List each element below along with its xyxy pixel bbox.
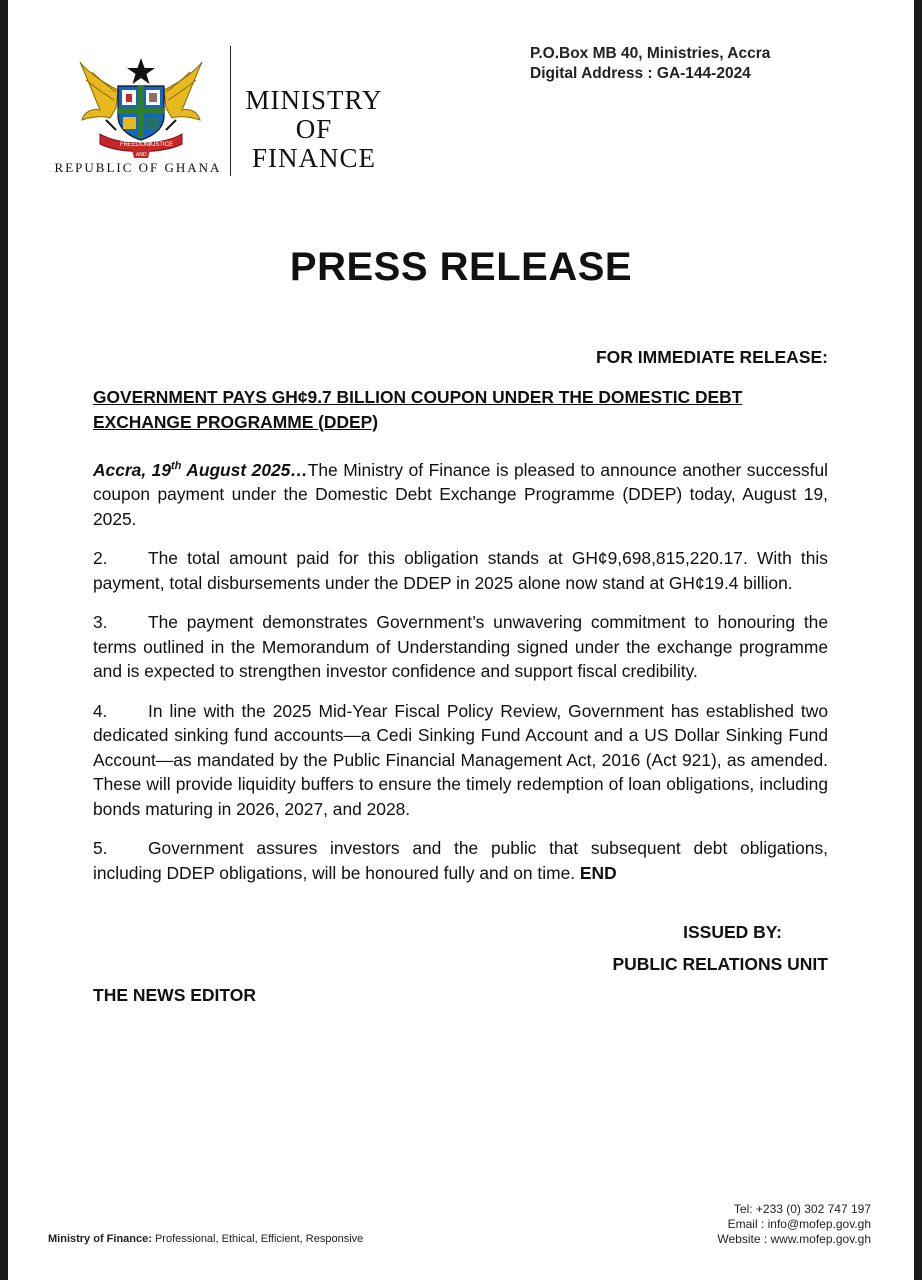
paragraph-3 <box>93 610 828 684</box>
paragraph-4 <box>93 699 828 822</box>
paragraph-1-text: The Ministry of Finance is pleased to announce another successful coupon payment under the Domestic Debt Exchange Programme (DDEP) today, August 19, 2025. <box>93 459 828 529</box>
press-release-page <box>8 0 914 1280</box>
paragraph-text: The payment demonstrates Government’s unwavering commitment to honouring the terms outlined in the Memorandum of Understanding signed under the exchange programme and is expected to strengthen investor confidence and support fiscal credibility. <box>93 612 828 682</box>
footer-values: Professional, Ethical, Efficient, Responsive <box>151 1233 364 1245</box>
footer-org: Ministry of Finance: <box>48 1233 152 1245</box>
phone-number: Tel: +233 (0) 302 747 197 <box>733 1202 871 1216</box>
paragraph-number: 5. <box>93 838 108 859</box>
addressee: THE NEWS EDITOR <box>93 985 257 1005</box>
website-address: Website : www.mofep.gov.gh <box>717 1232 871 1246</box>
page-title: PRESS RELEASE <box>289 245 633 289</box>
address-line-1: P.O.Box MB 40, Ministries, Accra <box>530 45 771 62</box>
release-headline: GOVERNMENT PAYS GH¢9.7 BILLION COUPON UNDER THE DOMESTIC DEBT EXCHANGE PROGRAMME (DDEP) <box>93 387 743 432</box>
paragraph-text: The total amount paid for this obligation stands at GH¢9,698,815,220.17. With this payment, total disbursements under the DDEP in 2025 alone now stand at GH¢19.4 billion. <box>93 548 828 593</box>
address-line-2: Digital Address : GA-144-2024 <box>530 65 751 82</box>
paragraph-2 <box>93 546 828 595</box>
paragraph-number: 2. <box>93 548 108 569</box>
letterhead-divider <box>230 46 231 176</box>
immediate-release-note: FOR IMMEDIATE RELEASE: <box>595 347 828 367</box>
paragraph-1 <box>93 454 828 531</box>
dateline: Accra, 19th August 2025… <box>93 459 308 480</box>
postal-address <box>530 44 770 84</box>
paragraph-5 <box>93 836 828 885</box>
issuer-name: PUBLIC RELATIONS UNIT <box>612 954 828 974</box>
paragraph-text: Government assures investors and the public that subsequent debt obligations, including DDEP obligations, will be honoured fully and on time. <box>93 838 828 883</box>
svg-text:AND: AND <box>136 152 147 158</box>
contact-details <box>717 1202 871 1247</box>
issued-by-label: ISSUED BY: <box>683 922 782 942</box>
paragraph-number: 3. <box>93 612 108 633</box>
paragraph-text: In line with the 2025 Mid-Year Fiscal Policy Review, Government has established two dedicated sinking fund accounts—a Cedi Sinking Fund Account and a US Dollar Sinking Fund Account—as mandated by the Public Financial Management Act, 2016 (Act 921), as amended. These will provide liquidity buffers to ensure the timely redemption of loan obligations, including bonds maturing in 2026, 2027, and 2028. <box>93 700 828 819</box>
ministry-line-3: FINANCE <box>251 143 376 173</box>
ghana-coat-of-arms-icon <box>70 50 212 162</box>
paragraph-number: 4. <box>93 700 108 721</box>
release-body <box>93 385 828 900</box>
footer-tagline <box>48 1233 363 1245</box>
email-address: Email : info@mofep.gov.gh <box>727 1217 871 1231</box>
svg-text:FREEDOM: FREEDOM <box>120 142 150 148</box>
ministry-of-finance-wordmark <box>234 86 394 173</box>
end-marker: END <box>579 862 617 883</box>
republic-of-ghana-label: REPUBLIC OF GHANA <box>54 160 222 175</box>
svg-text:JUSTICE: JUSTICE <box>148 142 174 148</box>
ministry-line-2: OF <box>295 114 333 144</box>
ministry-line-1: MINISTRY <box>245 85 383 115</box>
